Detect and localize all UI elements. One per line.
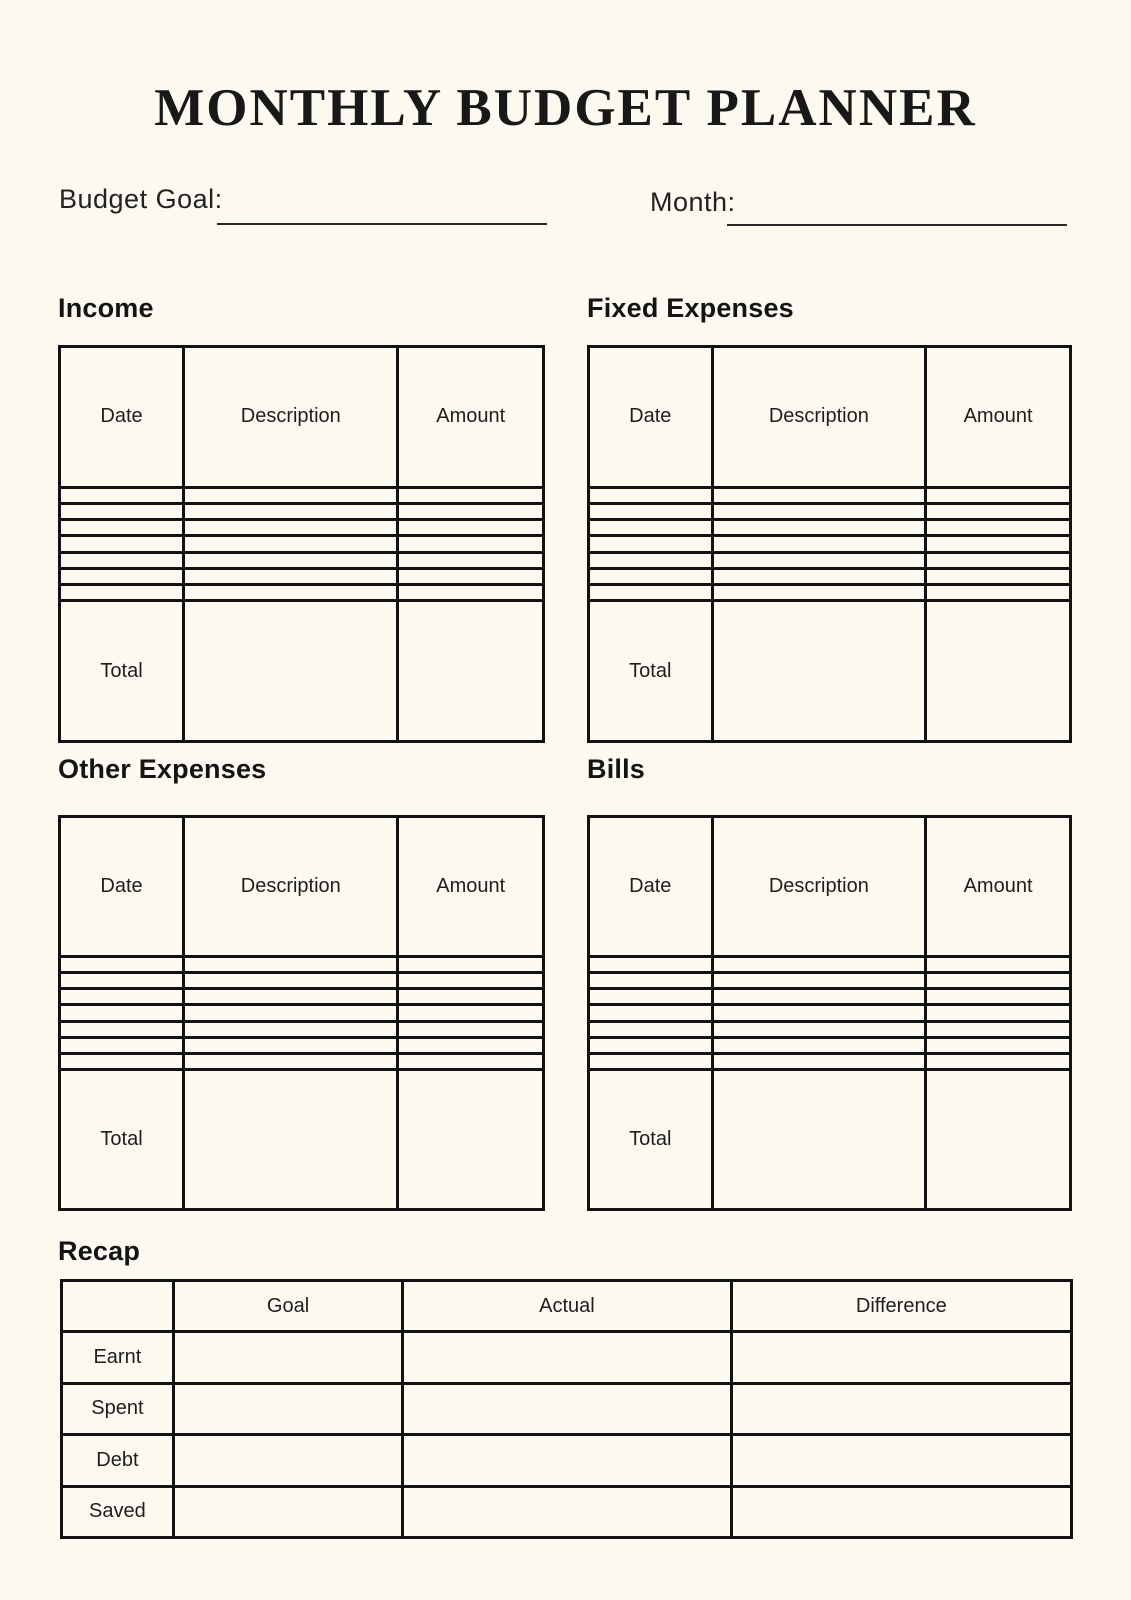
- recap-saved-actual-cell[interactable]: [403, 1486, 731, 1537]
- income-column-header-description: Description: [184, 347, 398, 488]
- fixed-expenses-total-row: [589, 601, 1071, 742]
- other-expenses-entry-description-cell[interactable]: [184, 989, 398, 1005]
- income-row: [60, 487, 544, 503]
- fixed-expenses-entry-date-cell[interactable]: [589, 487, 713, 503]
- fixed-expenses-table: [587, 345, 1072, 743]
- bills-row: [589, 956, 1071, 972]
- recap-table: [60, 1279, 1073, 1539]
- other-expenses-entry-amount-cell[interactable]: [398, 1005, 544, 1021]
- bills-entry-amount-cell[interactable]: [926, 989, 1071, 1005]
- income-table-wrap: [58, 345, 545, 743]
- fixed-expenses-column-header-amount: Amount: [926, 347, 1071, 488]
- recap-spent-goal-cell[interactable]: [173, 1383, 403, 1434]
- fixed-expenses-row: [589, 584, 1071, 600]
- income-column-header-date: Date: [60, 347, 184, 488]
- other-expenses-entry-amount-cell[interactable]: [398, 989, 544, 1005]
- other-expenses-table-wrap: [58, 815, 545, 1211]
- fixed-expenses-column-header-description: Description: [712, 347, 926, 488]
- bills-entry-amount-cell[interactable]: [926, 1005, 1071, 1021]
- income-table: [58, 345, 545, 743]
- fixed-expenses-entry-description-cell[interactable]: [712, 536, 926, 552]
- bills-column-header-description: Description: [712, 817, 926, 957]
- income-entry-amount-cell[interactable]: [398, 487, 544, 503]
- page-title: MONTHLY BUDGET PLANNER: [154, 79, 977, 137]
- recap-column-header-actual: Actual: [403, 1281, 731, 1332]
- fixed-expenses-total-description-cell[interactable]: [712, 601, 926, 742]
- income-entry-amount-cell[interactable]: [398, 568, 544, 584]
- fixed-expenses-entry-amount-cell[interactable]: [926, 552, 1071, 568]
- fixed-expenses-entry-amount-cell[interactable]: [926, 584, 1071, 600]
- fixed-expenses-entry-description-cell[interactable]: [712, 520, 926, 536]
- income-entry-date-cell[interactable]: [60, 568, 184, 584]
- fixed-expenses-entry-date-cell[interactable]: [589, 536, 713, 552]
- other-expenses-row: [60, 1021, 544, 1037]
- fixed-expenses-entry-date-cell[interactable]: [589, 552, 713, 568]
- bills-entry-description-cell[interactable]: [712, 973, 926, 989]
- fixed-expenses-entry-date-cell[interactable]: [589, 584, 713, 600]
- other-expenses-entry-date-cell[interactable]: [60, 1037, 184, 1053]
- other-expenses-entry-amount-cell[interactable]: [398, 1053, 544, 1069]
- other-expenses-entry-description-cell[interactable]: [184, 1021, 398, 1037]
- income-row: [60, 584, 544, 600]
- income-entry-description-cell[interactable]: [184, 552, 398, 568]
- bills-row: [589, 1021, 1071, 1037]
- income-row: [60, 568, 544, 584]
- recap-earnt-goal-cell[interactable]: [173, 1332, 403, 1383]
- income-entry-description-cell[interactable]: [184, 584, 398, 600]
- recap-earnt-actual-cell[interactable]: [403, 1332, 731, 1383]
- income-entry-date-cell[interactable]: [60, 487, 184, 503]
- recap-row-earnt: [62, 1332, 1072, 1383]
- fixed-expenses-entry-description-cell[interactable]: [712, 552, 926, 568]
- fixed-expenses-column-header-date: Date: [589, 347, 713, 488]
- bills-total-row: [589, 1069, 1071, 1209]
- month-field[interactable]: [727, 224, 1067, 226]
- income-total-description-cell[interactable]: [184, 601, 398, 742]
- bills-total-label: Total: [589, 1069, 713, 1209]
- income-entry-description-cell[interactable]: [184, 487, 398, 503]
- bills-entry-description-cell[interactable]: [712, 1021, 926, 1037]
- recap-spent-difference-cell[interactable]: [731, 1383, 1071, 1434]
- bills-entry-description-cell[interactable]: [712, 1053, 926, 1069]
- income-entry-amount-cell[interactable]: [398, 536, 544, 552]
- bills-row: [589, 973, 1071, 989]
- bills-entry-date-cell[interactable]: [589, 956, 713, 972]
- fixed-expenses-entry-description-cell[interactable]: [712, 568, 926, 584]
- bills-entry-description-cell[interactable]: [712, 989, 926, 1005]
- income-column-header-amount: Amount: [398, 347, 544, 488]
- fixed-expenses-total-amount-cell[interactable]: [926, 601, 1071, 742]
- budget-goal-label: Budget Goal:: [59, 184, 223, 214]
- recap-debt-difference-cell[interactable]: [731, 1435, 1071, 1486]
- bills-heading: Bills: [587, 754, 646, 784]
- bills-entry-amount-cell[interactable]: [926, 1053, 1071, 1069]
- recap-spent-actual-cell[interactable]: [403, 1383, 731, 1434]
- fixed-expenses-entry-amount-cell[interactable]: [926, 503, 1071, 519]
- bills-entry-date-cell[interactable]: [589, 973, 713, 989]
- bills-entry-amount-cell[interactable]: [926, 1037, 1071, 1053]
- bills-entry-amount-cell[interactable]: [926, 973, 1071, 989]
- other-expenses-entry-date-cell[interactable]: [60, 956, 184, 972]
- other-expenses-entry-amount-cell[interactable]: [398, 973, 544, 989]
- bills-row: [589, 1037, 1071, 1053]
- other-expenses-table: [58, 815, 545, 1211]
- other-expenses-total-row: [60, 1069, 544, 1209]
- budget-goal-field[interactable]: [217, 223, 547, 225]
- other-expenses-total-label: Total: [60, 1069, 184, 1209]
- other-expenses-column-header-amount: Amount: [398, 817, 544, 957]
- fixed-expenses-entry-date-cell[interactable]: [589, 503, 713, 519]
- bills-entry-date-cell[interactable]: [589, 1021, 713, 1037]
- fixed-expenses-entry-date-cell[interactable]: [589, 520, 713, 536]
- bills-column-header-amount: Amount: [926, 817, 1071, 957]
- bills-entry-date-cell[interactable]: [589, 1053, 713, 1069]
- fixed-expenses-row: [589, 503, 1071, 519]
- recap-row-label-spent: Spent: [62, 1383, 174, 1434]
- recap-row-label-saved: Saved: [62, 1486, 174, 1537]
- recap-row-label-debt: Debt: [62, 1435, 174, 1486]
- fixed-expenses-entry-date-cell[interactable]: [589, 568, 713, 584]
- other-expenses-entry-description-cell[interactable]: [184, 956, 398, 972]
- recap-table-wrap: [60, 1279, 1073, 1539]
- income-entry-date-cell[interactable]: [60, 520, 184, 536]
- income-entry-date-cell[interactable]: [60, 552, 184, 568]
- income-entry-description-cell[interactable]: [184, 503, 398, 519]
- other-expenses-row: [60, 1005, 544, 1021]
- other-expenses-total-amount-cell[interactable]: [398, 1069, 544, 1209]
- other-expenses-entry-amount-cell[interactable]: [398, 1021, 544, 1037]
- other-expenses-heading: Other Expenses: [58, 754, 267, 784]
- other-expenses-column-header-description: Description: [184, 817, 398, 957]
- other-expenses-entry-date-cell[interactable]: [60, 1053, 184, 1069]
- other-expenses-entry-date-cell[interactable]: [60, 973, 184, 989]
- recap-row-saved: [62, 1486, 1072, 1537]
- income-total-label: Total: [60, 601, 184, 742]
- other-expenses-entry-description-cell[interactable]: [184, 1005, 398, 1021]
- fixed-expenses-row: [589, 552, 1071, 568]
- recap-row-label-earnt: Earnt: [62, 1332, 174, 1383]
- other-expenses-column-header-date: Date: [60, 817, 184, 957]
- fixed-expenses-entry-description-cell[interactable]: [712, 487, 926, 503]
- other-expenses-total-description-cell[interactable]: [184, 1069, 398, 1209]
- fixed-expenses-entry-amount-cell[interactable]: [926, 568, 1071, 584]
- fixed-expenses-entry-description-cell[interactable]: [712, 503, 926, 519]
- income-entry-description-cell[interactable]: [184, 568, 398, 584]
- recap-row-spent: [62, 1383, 1072, 1434]
- other-expenses-entry-description-cell[interactable]: [184, 1037, 398, 1053]
- bills-entry-date-cell[interactable]: [589, 1037, 713, 1053]
- other-expenses-entry-date-cell[interactable]: [60, 1021, 184, 1037]
- recap-column-header-goal: Goal: [173, 1281, 403, 1332]
- recap-saved-goal-cell[interactable]: [173, 1486, 403, 1537]
- income-row: [60, 520, 544, 536]
- recap-row-debt: [62, 1435, 1072, 1486]
- income-entry-amount-cell[interactable]: [398, 584, 544, 600]
- other-expenses-row: [60, 1053, 544, 1069]
- income-entry-date-cell[interactable]: [60, 536, 184, 552]
- recap-debt-actual-cell[interactable]: [403, 1435, 731, 1486]
- fixed-expenses-table-wrap: [587, 345, 1072, 743]
- income-entry-description-cell[interactable]: [184, 536, 398, 552]
- bills-entry-description-cell[interactable]: [712, 1037, 926, 1053]
- fixed-expenses-entry-amount-cell[interactable]: [926, 520, 1071, 536]
- other-expenses-entry-amount-cell[interactable]: [398, 1037, 544, 1053]
- fixed-expenses-entry-description-cell[interactable]: [712, 584, 926, 600]
- fixed-expenses-total-label: Total: [589, 601, 713, 742]
- other-expenses-row: [60, 956, 544, 972]
- income-row: [60, 536, 544, 552]
- bills-entry-description-cell[interactable]: [712, 956, 926, 972]
- bills-column-header-date: Date: [589, 817, 713, 957]
- recap-column-header-difference: Difference: [731, 1281, 1071, 1332]
- recap-corner-cell: [62, 1281, 174, 1332]
- recap-earnt-difference-cell[interactable]: [731, 1332, 1071, 1383]
- income-row: [60, 503, 544, 519]
- bills-entry-amount-cell[interactable]: [926, 1021, 1071, 1037]
- income-entry-amount-cell[interactable]: [398, 552, 544, 568]
- income-entry-date-cell[interactable]: [60, 503, 184, 519]
- income-total-amount-cell[interactable]: [398, 601, 544, 742]
- bills-entry-date-cell[interactable]: [589, 989, 713, 1005]
- other-expenses-row: [60, 989, 544, 1005]
- bills-table-wrap: [587, 815, 1072, 1211]
- income-total-row: [60, 601, 544, 742]
- other-expenses-entry-amount-cell[interactable]: [398, 956, 544, 972]
- other-expenses-entry-description-cell[interactable]: [184, 1053, 398, 1069]
- bills-entry-description-cell[interactable]: [712, 1005, 926, 1021]
- bills-total-description-cell[interactable]: [712, 1069, 926, 1209]
- fixed-expenses-entry-amount-cell[interactable]: [926, 487, 1071, 503]
- bills-entry-amount-cell[interactable]: [926, 956, 1071, 972]
- income-entry-date-cell[interactable]: [60, 584, 184, 600]
- bills-row: [589, 989, 1071, 1005]
- bills-row: [589, 1053, 1071, 1069]
- fixed-expenses-row: [589, 568, 1071, 584]
- other-expenses-entry-description-cell[interactable]: [184, 973, 398, 989]
- income-entry-amount-cell[interactable]: [398, 520, 544, 536]
- fixed-expenses-entry-amount-cell[interactable]: [926, 536, 1071, 552]
- bills-total-amount-cell[interactable]: [926, 1069, 1071, 1209]
- income-row: [60, 552, 544, 568]
- income-heading: Income: [58, 293, 154, 323]
- fixed-expenses-row: [589, 520, 1071, 536]
- bills-entry-date-cell[interactable]: [589, 1005, 713, 1021]
- month-label: Month:: [650, 187, 736, 217]
- other-expenses-row: [60, 1037, 544, 1053]
- other-expenses-entry-date-cell[interactable]: [60, 1005, 184, 1021]
- recap-heading: Recap: [58, 1236, 141, 1266]
- income-entry-description-cell[interactable]: [184, 520, 398, 536]
- recap-debt-goal-cell[interactable]: [173, 1435, 403, 1486]
- recap-saved-difference-cell[interactable]: [731, 1486, 1071, 1537]
- bills-table: [587, 815, 1072, 1211]
- other-expenses-row: [60, 973, 544, 989]
- fixed-expenses-row: [589, 487, 1071, 503]
- income-entry-amount-cell[interactable]: [398, 503, 544, 519]
- other-expenses-entry-date-cell[interactable]: [60, 989, 184, 1005]
- fixed-expenses-heading: Fixed Expenses: [587, 293, 794, 323]
- bills-row: [589, 1005, 1071, 1021]
- fixed-expenses-row: [589, 536, 1071, 552]
